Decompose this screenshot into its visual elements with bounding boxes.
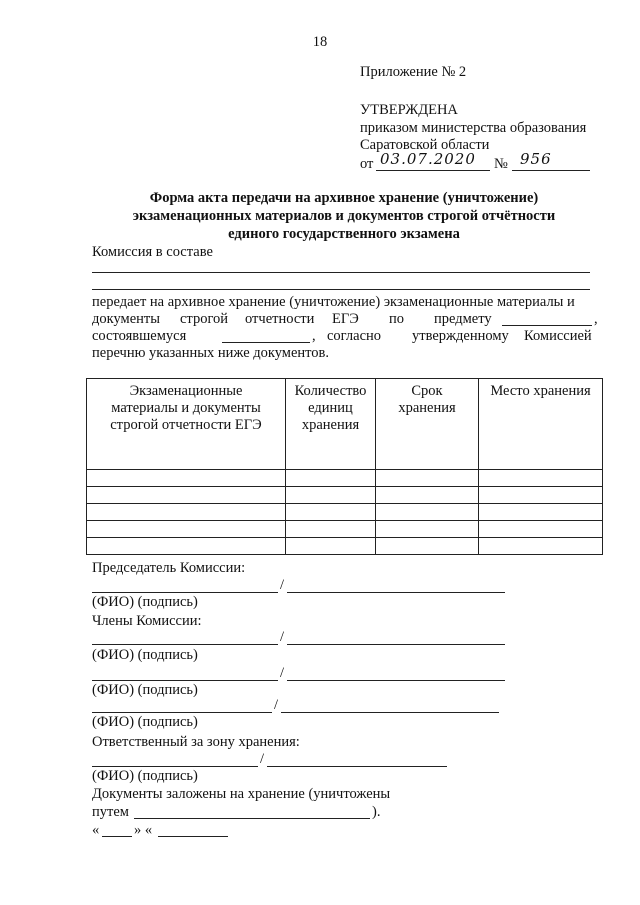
documents-table [86,378,603,555]
date-open-quote: « [92,822,100,838]
approved-label: УТВЕРЖДЕНА [360,102,458,118]
table-row [87,504,603,521]
table-cell[interactable] [376,538,479,555]
p3-comma: , [312,328,316,344]
member-3-fio-caption: (ФИО) (подпись) [92,714,198,730]
member-2-sign-line[interactable] [287,680,505,681]
p3-word-5: Комиссией [524,328,592,344]
table-cell[interactable] [286,470,376,487]
form-title-line-3: единого государственного экзамена [228,226,460,242]
subject-blank [502,325,592,326]
approval-from-label: от [360,156,374,172]
commission-label: Комиссия в составе [92,244,213,260]
table-cell[interactable] [376,487,479,504]
member-3-slash: / [274,697,279,713]
table-cell[interactable] [286,521,376,538]
table-cell[interactable] [286,487,376,504]
p3-word-3: согласно [327,328,382,344]
header-quantity-text: Количество единиц хранения [294,383,367,433]
responsible-fio-caption: (ФИО) (подпись) [92,768,198,784]
p2-word-5: по [389,311,405,327]
chairman-fio-caption: (ФИО) (подпись) [92,594,198,610]
table-row [87,538,603,555]
table-row [87,470,603,487]
commission-line-2 [92,289,590,290]
exam-date-blank [222,342,310,343]
form-title-line-2: экзаменационных материалов и документов строгой отчётности [132,208,556,224]
table-header-row [87,379,603,470]
table-cell[interactable] [87,538,286,555]
member-1-sign-line[interactable] [287,644,505,645]
table-cell[interactable] [479,504,603,521]
table-cell[interactable] [87,487,286,504]
table-row [87,521,603,538]
chairman-slash: / [280,577,285,593]
table-cell[interactable] [286,538,376,555]
responsible-sign-line[interactable] [267,766,447,767]
p2-word-6: предмету [434,311,492,327]
table-cell[interactable] [87,521,286,538]
chairman-label: Председатель Комиссии: [92,560,246,576]
p2-word-1: документы [92,311,160,327]
paragraph-line-1: передает на архивное хранение (уничтожение) экзаменационные материалы и [92,294,575,310]
docs-method-label: путем [92,804,129,820]
header-quantity [286,379,376,470]
responsible-name-line[interactable] [92,766,258,767]
p2-word-2: строгой [180,311,229,327]
header-location [479,379,603,470]
header-materials-text: Экзаменационные материалы и документы строгой отчетности ЕГЭ [110,383,262,433]
docs-stored-line-2 [92,804,412,822]
month-blank[interactable] [158,836,228,837]
p2-comma: , [594,311,598,327]
table-cell[interactable] [479,538,603,555]
header-location-text: Место хранения [490,383,591,399]
date-fill-line [92,822,292,840]
docs-stored-line-1: Документы заложены на хранение (уничтожены [92,786,391,802]
header-term-text: Срок хранения [398,383,456,416]
form-title-line-1: Форма акта передачи на архивное хранение (уничтожение) [149,190,539,206]
number-underline [512,170,590,171]
p2-word-3: отчетности [245,311,315,327]
p3-word-1: состоявшемуся [92,328,187,344]
member-2-fio-caption: (ФИО) (подпись) [92,682,198,698]
responsible-label: Ответственный за зону хранения: [92,734,300,750]
commission-line-1 [92,272,590,273]
table-row [87,487,603,504]
approval-line-1: приказом министерства образования [360,120,587,136]
table-cell[interactable] [286,504,376,521]
table-cell[interactable] [479,470,603,487]
appendix-label: Приложение № 2 [360,64,467,80]
header-materials [87,379,286,470]
docs-method-blank[interactable] [134,818,370,819]
member-1-slash: / [280,629,285,645]
paragraph-line-2 [92,311,600,329]
member-1-name-line[interactable] [92,644,278,645]
table-cell[interactable] [376,521,479,538]
header-term [376,379,479,470]
chairman-sign-line[interactable] [287,592,505,593]
table-cell[interactable] [87,470,286,487]
p3-word-4: утвержденному [412,328,509,344]
table-cell[interactable] [376,470,479,487]
approval-number-label: № [494,156,508,172]
p2-word-4: ЕГЭ [332,311,359,327]
paragraph-line-3 [92,328,600,346]
approval-date: 03.07.2020 [380,150,476,168]
member-2-name-line[interactable] [92,680,278,681]
table-cell[interactable] [479,521,603,538]
approval-number: 956 [520,150,552,168]
page-number: 18 [312,34,328,50]
paragraph-line-4: перечню указанных ниже документов. [92,345,330,361]
approval-line-2: Саратовской области [360,137,490,153]
date-underline [376,170,490,171]
table-cell[interactable] [479,487,603,504]
day-blank[interactable] [102,836,132,837]
member-1-fio-caption: (ФИО) (подпись) [92,647,198,663]
member-3-sign-line[interactable] [281,712,499,713]
chairman-name-line[interactable] [92,592,278,593]
responsible-slash: / [260,751,265,767]
members-label: Члены Комиссии: [92,613,202,629]
table-cell[interactable] [87,504,286,521]
docs-method-end: ). [372,804,381,820]
date-mid-quote: » « [134,822,153,838]
table-cell[interactable] [376,504,479,521]
member-2-slash: / [280,665,285,681]
member-3-name-line[interactable] [92,712,272,713]
